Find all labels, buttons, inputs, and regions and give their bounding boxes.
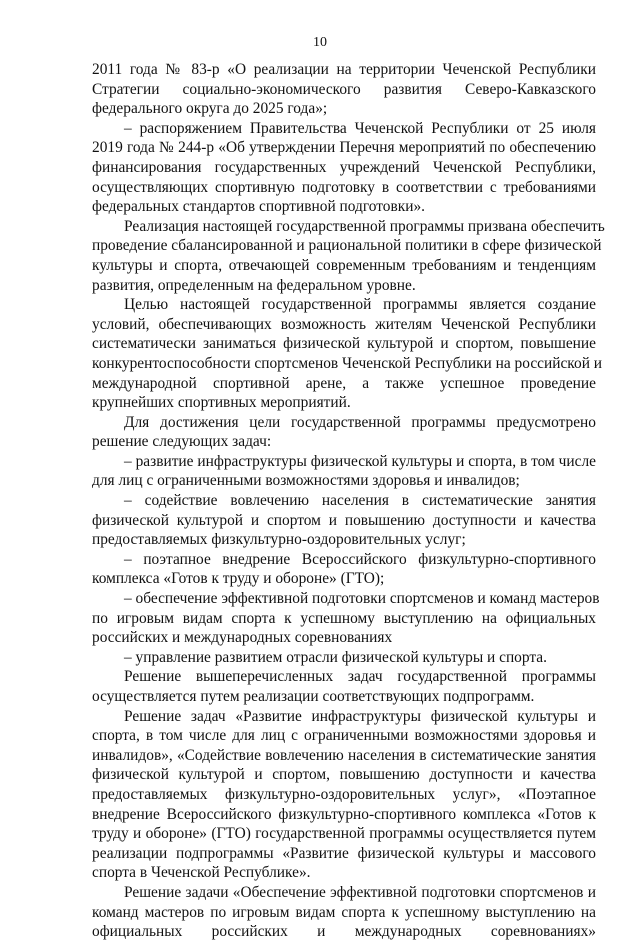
text-line: – управление развитием отрасли физической культуры и спорта. [124, 648, 547, 666]
text-line: – обеспечение эффективной подготовки спортсменов и команд мастеров [124, 590, 600, 608]
text-line: Реализация настоящей государственной программы призвана обеспечить [124, 217, 605, 235]
text-line: физической культурой и спортом и повышению доступности и качества [92, 511, 596, 529]
text-line: федеральных стандартов спортивной подготовки». [92, 198, 426, 216]
text-line: – развитие инфраструктуры физической культуры и спорта, в том числе [124, 452, 596, 470]
text-line: условий, обеспечивающих возможность жителям Чеченской Республики [92, 315, 596, 333]
text-line: решение следующих задач: [92, 433, 272, 451]
text-line: Решение вышеперечисленных задач государственной программы [124, 668, 596, 686]
text-line: Стратегии социально-экономического развития Северо-Кавказского [92, 80, 596, 98]
text-line: по игровым видам спорта к успешному выступлению на официальных [92, 609, 596, 627]
text-line: культуры и спорта, отвечающей современным требованиям и тенденциям [92, 256, 596, 274]
text-line: труду и обороне» (ГТО) государственной программы осуществляется путем [92, 825, 596, 843]
text-line: осуществляющих спортивную подготовку в соответствии с требованиями [92, 178, 596, 196]
text-line: спорта, в том числе для лиц с ограниченными возможностями здоровья и [92, 727, 596, 745]
text-line: осуществляется путем реализации соответствующих подпрограмм. [92, 688, 535, 705]
text-line: Решение задач «Развитие инфраструктуры физической культуры и [124, 707, 596, 725]
text-line: внедрение Всероссийского физкультурно-спортивного комплекса «Готов к [92, 805, 596, 823]
text-line: федерального округа до 2025 года»; [92, 100, 328, 118]
text-line: команд мастеров по игровым видам спорта к успешному выступлению на [92, 903, 596, 921]
text-line: инвалидов», «Содействие вовлечению населения в систематические занятия [92, 746, 596, 764]
text-line: развития, определенным на федеральном уровне. [92, 276, 416, 294]
text-line: 2011 года № 83-р «О реализации на территории Чеченской Республики [92, 61, 596, 78]
text-line: Целью настоящей государственной программы является создание [124, 296, 596, 314]
text-line: проведение сбалансированной и рациональной политики в сфере физической [92, 237, 602, 255]
text-line: – поэтапное внедрение Всероссийского физкультурно-спортивного [124, 550, 596, 568]
text-line: финансирования государственных учреждений Чеченской Республики, [92, 158, 596, 176]
text-line: реализации подпрограммы «Развитие физической культуры и массового [92, 844, 596, 862]
text-line: крупнейших спортивных мероприятий. [92, 394, 351, 412]
text-line: комплекса «Готов к труду и обороне» (ГТО); [92, 570, 385, 588]
page-number: 10 [313, 35, 327, 50]
text-line: 2019 года № 244-р «Об утверждении Перечня мероприятий по обеспечению [92, 139, 596, 157]
text-line: систематически заниматься физической культурой и спортом, повышение [92, 335, 596, 353]
text-line: – содействие вовлечению населения в систематические занятия [124, 492, 596, 510]
text-line: Для достижения цели государственной программы предусмотрено [124, 413, 596, 431]
text-line: международной спортивной арене, а также успешное проведение [92, 374, 596, 392]
text-line: Решение задачи «Обеспечение эффективной подготовки спортсменов и [124, 883, 596, 901]
text-line: физической культурой и спортом, повышению доступности и качества [92, 766, 596, 784]
text-line: официальных российских и международных соревнованиях» [92, 923, 596, 941]
text-line: – распоряжением Правительства Чеченской Республики от 25 июля [124, 119, 596, 137]
text-line: для лиц с ограниченными возможностями здоровья и инвалидов; [92, 472, 520, 490]
document-body [92, 60, 605, 942]
text-line: предоставляемых физкультурно-оздоровительных услуг», «Поэтапное [92, 785, 596, 803]
text-line: спорта в Чеченской Республике». [92, 864, 311, 882]
text-line: конкурентоспособности спортсменов Чеченской Республики на российской и [92, 354, 603, 372]
text-line: предоставляемых физкультурно-оздоровительных услуг; [92, 531, 466, 549]
text-line: российских и международных соревнованиях [92, 629, 393, 647]
